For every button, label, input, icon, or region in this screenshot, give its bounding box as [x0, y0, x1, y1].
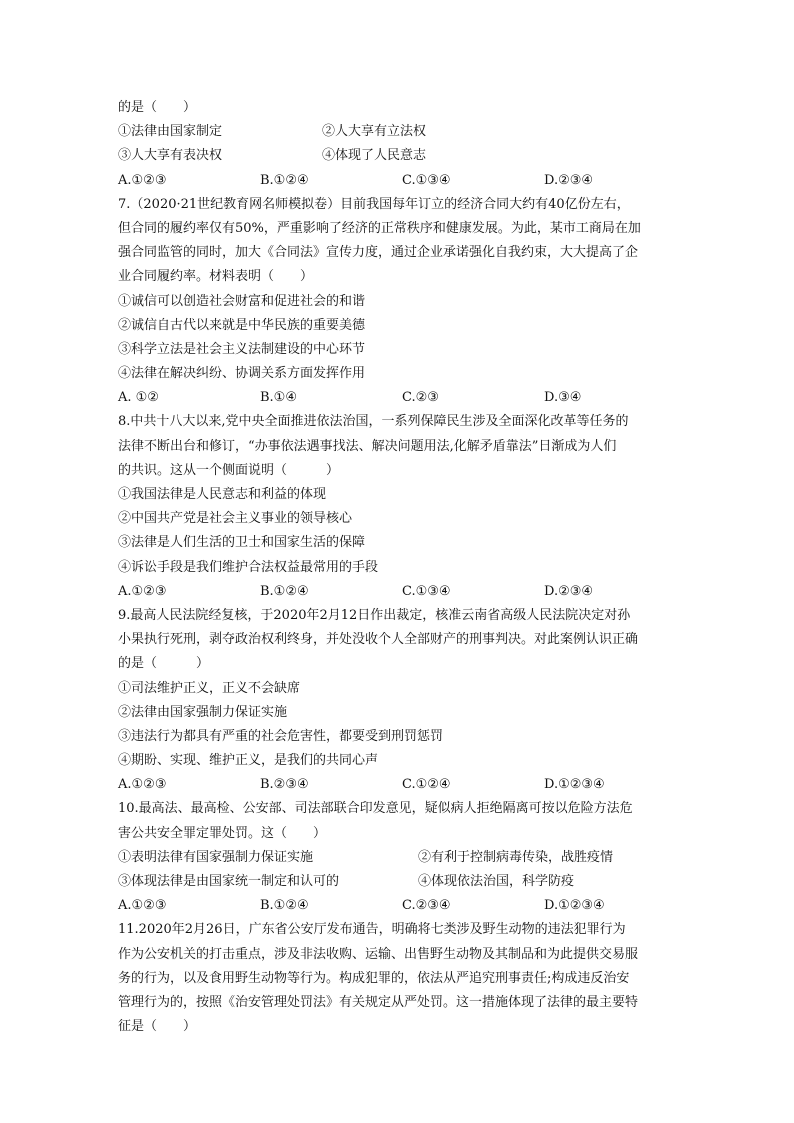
question-stem-line: 的是（ ）	[118, 656, 210, 672]
option: ②诚信自古代以来就是中华民族的重要美德	[118, 317, 366, 333]
answer-choice: A. ①②	[118, 390, 159, 406]
option: ③法律是人们生活的卫士和国家生活的保障	[118, 535, 366, 551]
question-stem-line: 务的行为，以及食用野生动物等行为。构成犯罪的，依法从严追究刑事责任;构成违反治安	[118, 970, 630, 986]
question-8	[118, 410, 688, 604]
answer-choice: B.①②④	[260, 898, 309, 914]
answer-choice: C.①③④	[402, 583, 451, 599]
answer-choice: B.①④	[260, 390, 297, 406]
answer-choice: D.②③④	[544, 172, 594, 188]
option: ④体现依法治国，科学防疫	[418, 874, 575, 889]
option: ①诚信可以创造社会财富和促进社会的和谐	[118, 293, 366, 309]
answer-choice: C.①②④	[402, 777, 451, 793]
question-stem-line: 7.（2020·21世纪教育网名师模拟卷）目前我国每年订立的经济合同大约有40亿份左右，	[118, 196, 630, 212]
option: ④诉讼手段是我们维护合法权益最常用的手段	[118, 559, 379, 575]
answer-row	[118, 894, 688, 918]
question-stem-line: 的共识。这从一个侧面说明（ ）	[118, 462, 340, 478]
question-7	[118, 193, 688, 411]
question-stem-line: 征是（ ）	[118, 1019, 197, 1035]
option-row	[118, 120, 688, 144]
option: ④法律在解决纠纷、协调关系方面发挥作用	[118, 366, 366, 382]
option: ①司法维护正义，正义不会缺席	[118, 680, 301, 696]
exam-page	[118, 96, 688, 1039]
answer-choice: A.①②③	[118, 777, 167, 793]
answer-choice: D.③④	[544, 390, 582, 406]
answer-choice: B.①②④	[260, 172, 309, 188]
answer-choice: C.①③④	[402, 172, 451, 188]
question-11	[118, 918, 688, 1039]
option: ①法律由国家制定	[118, 124, 223, 140]
option-row	[118, 846, 688, 870]
answer-choice: D.②③④	[544, 583, 594, 599]
answer-row	[118, 169, 688, 193]
answer-row	[118, 773, 688, 797]
question-stem-line: 强合同监管的同时，加大《合同法》宣传力度，通过企业承诺强化自我约束，大大提高了企	[118, 245, 639, 261]
question-stem-line: 法律不断出台和修订，“办事依法遇事找法、解决问题用法,化解矛盾靠法”日渐成为人们	[118, 438, 617, 454]
answer-choice: C.②③④	[402, 898, 451, 914]
question-stem: 的是（ ）	[118, 100, 197, 115]
answer-choice: B.②③④	[260, 777, 309, 793]
option: ③体现法律是由国家统一制定和认可的	[118, 874, 340, 889]
option: ②人大享有立法权	[322, 124, 427, 140]
option: ③违法行为都具有严重的社会危害性，都要受到刑罚惩罚	[118, 728, 444, 744]
question-stem-line: 8.中共十八大以来,党中央全面推进依法治国，一系列保障民生涉及全面深化改革等任务的	[118, 414, 629, 430]
question-stem-line: 10.最高法、最高检、公安部、司法部联合印发意见，疑似病人拒绝隔离可按以危险方法危	[118, 801, 633, 817]
option: ④体现了人民意志	[322, 148, 427, 164]
question-stem-line: 业合同履约率。材料表明（ ）	[118, 269, 314, 285]
answer-choice: A.①②③	[118, 898, 167, 914]
option: ③科学立法是社会主义法制建设的中心环节	[118, 341, 366, 357]
option: ③人大享有表决权	[118, 148, 223, 164]
question-stem-line: 9.最高人民法院经复核，于2020年2月12日作出裁定，核准云南省高级人民法院决定对孙	[118, 607, 631, 623]
option: ②中国共产党是社会主义事业的领导核心	[118, 511, 353, 527]
question-9	[118, 604, 688, 798]
option: ④期盼、实现、维护正义，是我们的共同心声	[118, 753, 379, 769]
answer-choice: C.②③	[402, 390, 439, 406]
option-row	[118, 144, 688, 168]
question-10	[118, 797, 688, 918]
option: ②法律由国家强制力保证实施	[118, 704, 288, 720]
answer-choice: D.①②③④	[544, 898, 605, 914]
answer-choice: B.①②④	[260, 583, 309, 599]
answer-row	[118, 386, 688, 410]
answer-choice: D.①②③④	[544, 777, 605, 793]
question-stem-line: 害公共安全罪定罪处罚。这（ ）	[118, 825, 327, 841]
question-6-tail	[118, 96, 688, 193]
question-stem-line: 作为公安机关的打击重点，涉及非法收购、运输、出售野生动物及其制品和为此提供交易服	[118, 946, 639, 962]
answer-choice: A.①②③	[118, 583, 167, 599]
question-stem-line: 小果执行死刑，剥夺政治权利终身，并处没收个人全部财产的刑事判决。对此案例认识正确	[118, 632, 639, 648]
option-row	[118, 870, 688, 894]
question-stem-line: 但合同的履约率仅有50%，严重影响了经济的正常秩序和健康发展。为此，某市工商局在加	[118, 220, 641, 236]
option: ②有利于控制病毒传染，战胜疫情	[418, 849, 614, 865]
question-stem-line: 11.2020年2月26日，广东省公安厅发布通告，明确将七类涉及野生动物的违法犯罪行为	[118, 922, 626, 938]
option: ①我国法律是人民意志和利益的体现	[118, 487, 327, 502]
option: ①表明法律有国家强制力保证实施	[118, 849, 314, 865]
answer-row	[118, 580, 688, 604]
answer-choice: A.①②③	[118, 172, 167, 188]
question-stem-line: 管理行为的，按照《治安管理处罚法》有关规定从严处罚。这一措施体现了法律的最主要特	[118, 994, 639, 1010]
